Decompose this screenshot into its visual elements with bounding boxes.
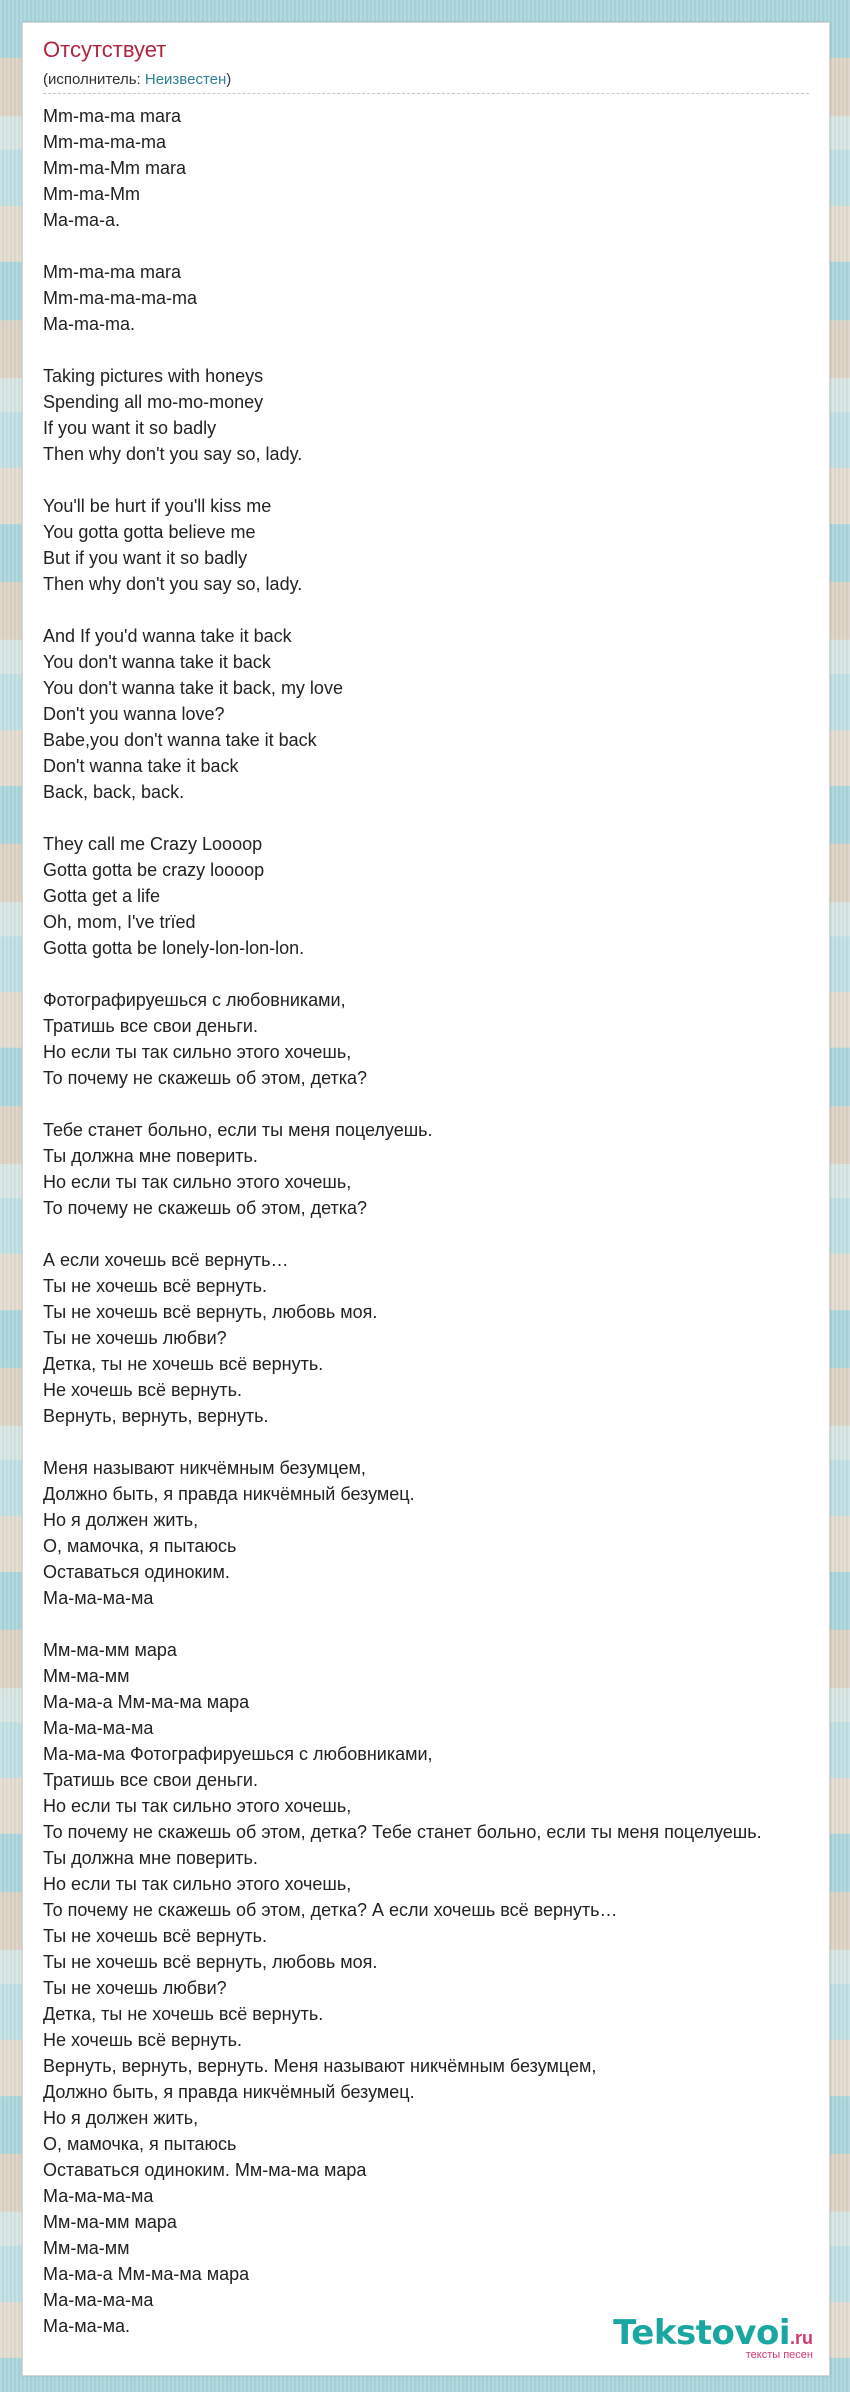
artist-suffix: ) (226, 71, 232, 88)
logo-tagline: тексты песен (745, 2349, 813, 2361)
artist-link[interactable]: Неизвестен (144, 71, 227, 88)
lyrics-text: Mm-ma-ma mara Mm-ma-ma-ma Mm-ma-Mm mara Mm-ma-Mm Ma-ma-a. Mm-ma-ma mara Mm-ma-ma-ma-ma Ma-ma-ma. Taking pictures with honeys Spending all mo-mo-money If you want it so badly Then why don't you say so, lady. You'll be hurt if you'll kiss me You gotta gotta believe me But if you want it so badly Then why don't you say so, lady. And If you'd wanna take it back You don't wanna take it back You don't wanna take it back, my love Don't you wanna love? Babe,you don't wanna take it back Don't wanna take it back Back, back, back. They call me Crazy Loooop Gotta gotta be crazy loooop Gotta get a life Oh, mom, I've trïed Gotta gotta be lonely-lon-lon-lon. Фотографируешься с любовниками, Тратишь все свои деньги. Но если ты так сильно этого хочешь, То почему не скажешь об этом, детка? Тебе станет больно, если ты меня поцелуешь. Ты должна мне поверить. Но если ты так сильно этого хочешь, То почему не скажешь об этом, детка? А если хочешь всё вернуть… Ты не хочешь всё вернуть. Ты не хочешь всё вернуть, любовь моя. Ты не хочешь любви? Детка, ты не хочешь всё вернуть. Не хочешь всё вернуть. Вернуть, вернуть, вернуть. Меня называют никчёмным безумцем, Должно быть, я правда никчёмный безумец. Но я должен жить, О, мамочка, я пытаюсь Оставаться одиноким. Ма-ма-ма-ма Мм-ма-мм мара Мм-ма-мм Ма-ма-а Мм-ма-ма мара Ма-ма-ма-ма Ма-ма-ма Фотографируешься с любовниками, Тратишь все свои деньги. Но если ты так сильно этого хочешь, То почему не скажешь об этом, детка? Тебе станет больно, если ты меня поцелуешь. Ты должна мне поверить. Но если ты так сильно этого хочешь, То почему не скажешь об этом, детка? А если хочешь всё вернуть… Ты не хочешь всё вернуть. Ты не хочешь всё вернуть, любовь моя. Ты не хочешь любви? Детка, ты не хочешь всё вернуть. Не хочешь всё вернуть. Вернуть, вернуть, вернуть. Меня называют никчёмным безумцем, Должно быть, я правда никчёмный безумец. Но я должен жить, О, мамочка, я пытаюсь Оставаться одиноким. Мм-ма-ма мара Ма-ма-ма-ма Мм-ма-мм мара Мм-ма-мм Ма-ма-а Мм-ма-ма мара Ма-ма-ма-ма Ма-ма-ма. (43, 106, 762, 2336)
divider (43, 93, 809, 94)
logo-wordmark: Tekstovoi (613, 2313, 790, 2353)
artist-line (43, 71, 231, 88)
site-logo[interactable] (613, 2313, 813, 2361)
lyrics-card (22, 22, 830, 2376)
logo-tld: .ru (789, 2328, 813, 2348)
artist-prefix: (исполнитель: (43, 71, 145, 88)
song-title: Отсутствует (43, 37, 167, 62)
